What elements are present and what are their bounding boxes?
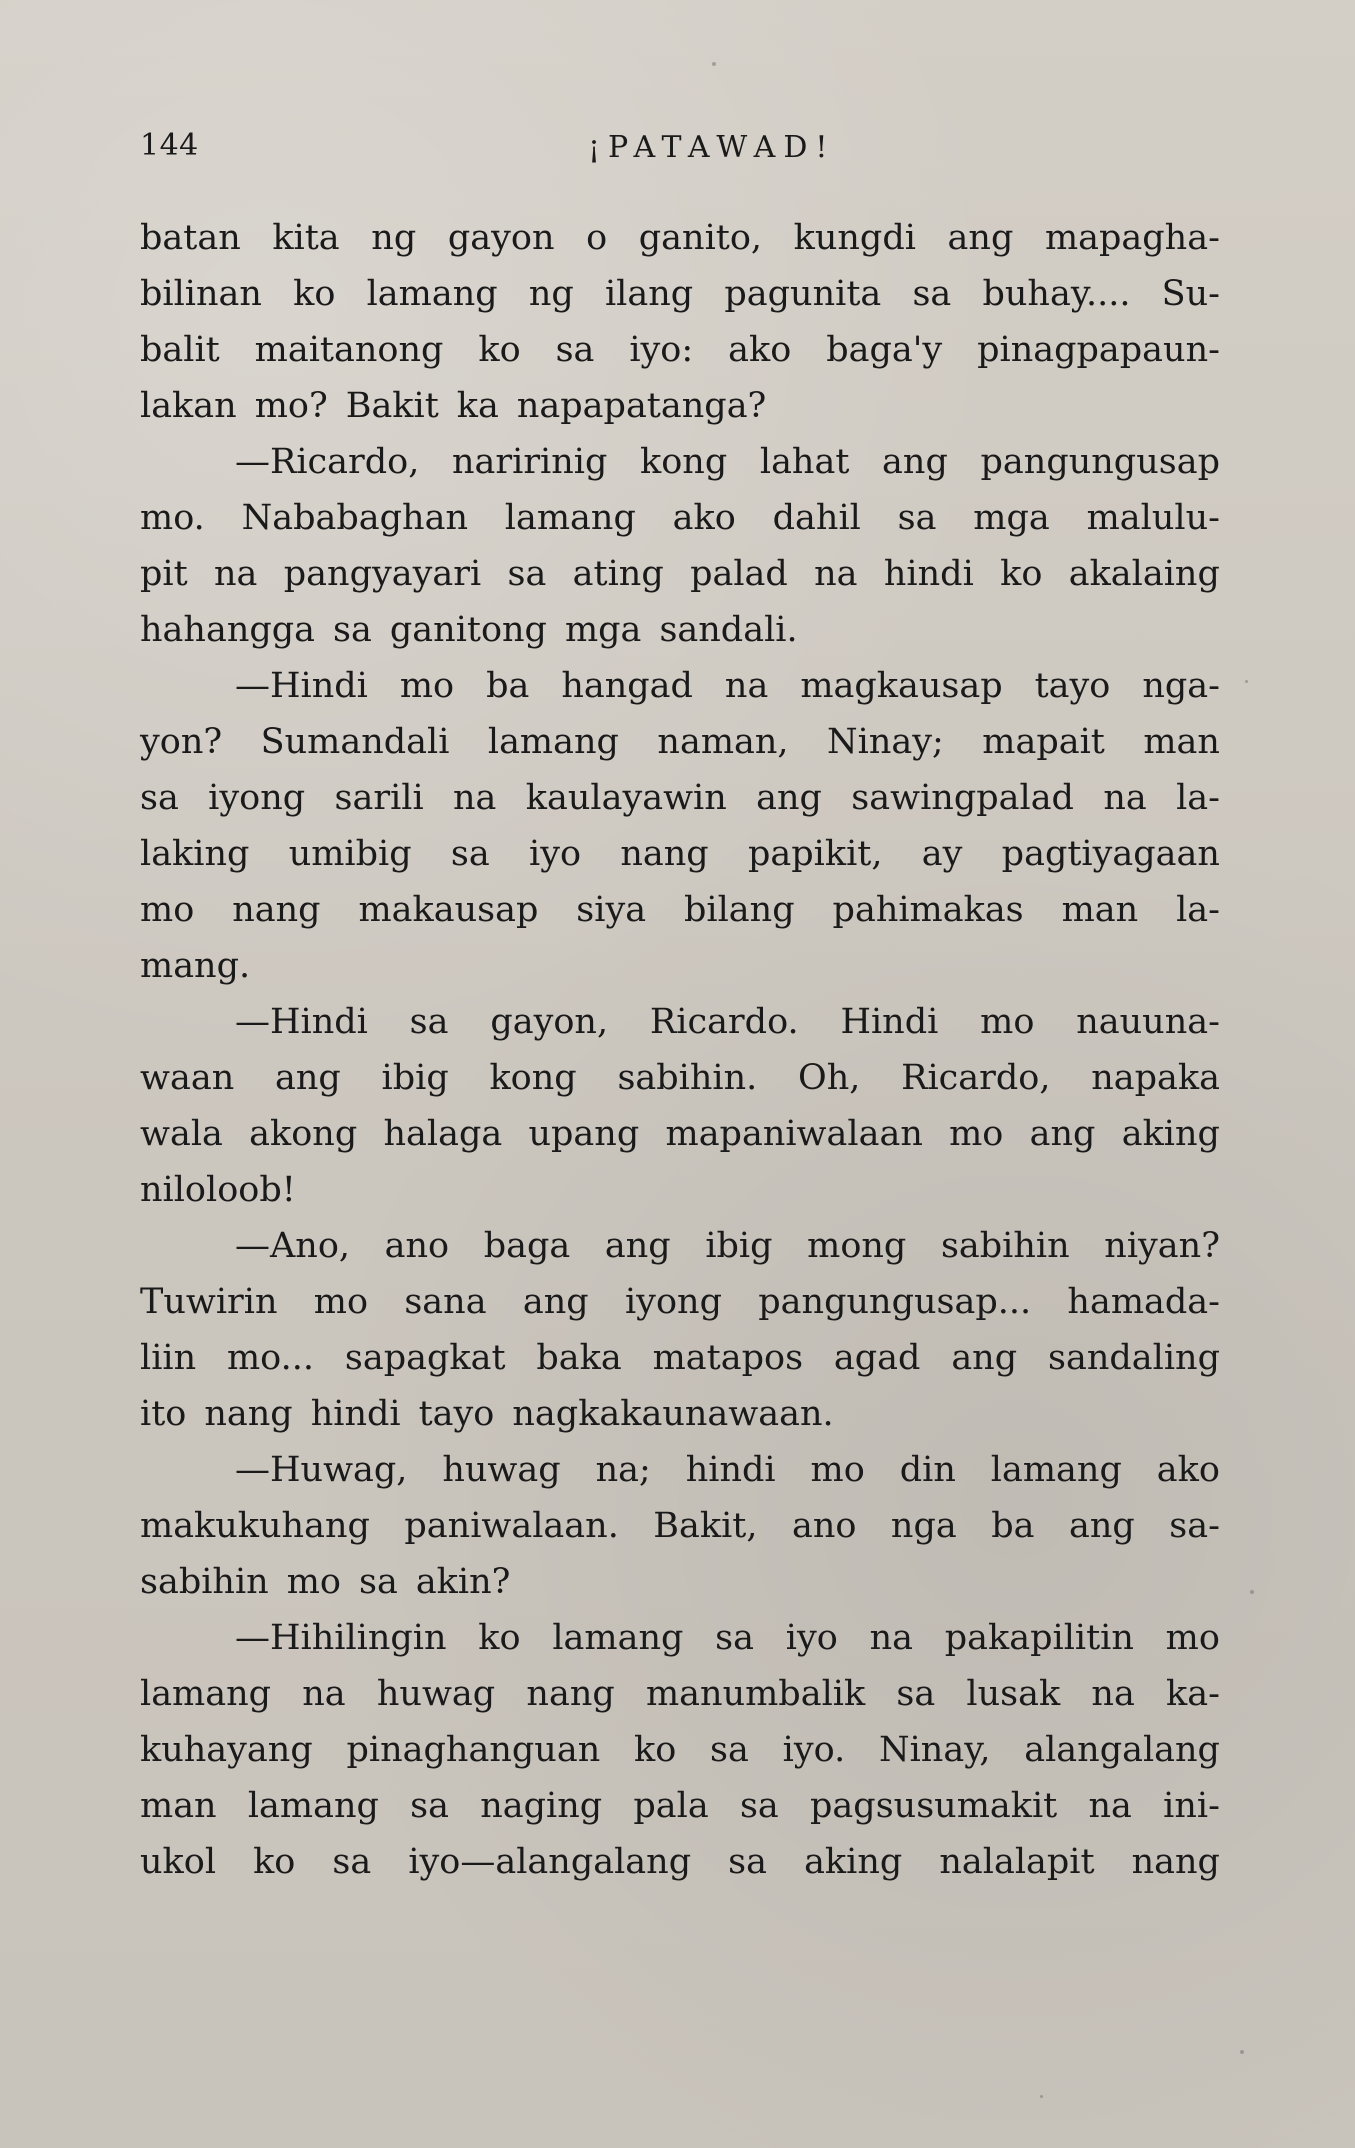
- word: ang: [882, 442, 948, 482]
- word: makausap: [358, 890, 539, 930]
- word: nauuna-: [1076, 1002, 1220, 1042]
- text-line: [140, 1330, 1220, 1386]
- word: din: [899, 1450, 956, 1490]
- word: sa: [332, 1842, 372, 1882]
- word: man: [140, 1786, 217, 1826]
- word: nalalapit: [939, 1842, 1095, 1882]
- word: sandaling: [1048, 1338, 1220, 1378]
- word: sa: [896, 1674, 936, 1714]
- word: ano: [384, 1226, 450, 1266]
- word: pagtiyagaan: [1001, 834, 1220, 874]
- word: mo: [286, 1562, 341, 1602]
- word: ka: [456, 386, 499, 426]
- word: ko: [253, 1842, 296, 1882]
- word: mong: [807, 1226, 907, 1266]
- word: huwag: [442, 1450, 561, 1490]
- word: ka-: [1166, 1674, 1220, 1714]
- word: lamang: [990, 1450, 1122, 1490]
- text-line: [140, 1834, 1220, 1890]
- word: sabihin.: [617, 1058, 758, 1098]
- text-line: [140, 322, 1220, 378]
- word: nang: [204, 1394, 293, 1434]
- word: pakapilitin: [944, 1618, 1134, 1658]
- word: makukuhang: [140, 1506, 370, 1546]
- word: sa: [410, 1786, 449, 1826]
- word: ating: [572, 554, 664, 594]
- text-line: [140, 882, 1220, 938]
- word: nang: [1131, 1842, 1220, 1882]
- word: sawingpalad: [851, 778, 1074, 818]
- paper-speck: [1250, 1590, 1254, 1594]
- word: pinaghanguan: [346, 1730, 601, 1770]
- word: naririnig: [451, 442, 608, 482]
- word: ukol: [140, 1842, 217, 1882]
- word: sa: [728, 1842, 767, 1882]
- word: ko: [293, 274, 336, 314]
- text-line: [140, 1722, 1220, 1778]
- word: pahimakas: [832, 890, 1024, 930]
- paper-speck: [1240, 2050, 1244, 2054]
- word: Ninay;: [827, 722, 944, 762]
- text-line: [140, 266, 1220, 322]
- text-line: [140, 1498, 1220, 1554]
- word: sa: [140, 778, 179, 818]
- text-line: [140, 602, 1220, 658]
- word: ang: [274, 1058, 341, 1098]
- word: hamada-: [1067, 1282, 1220, 1322]
- word: mo: [140, 890, 195, 930]
- word: pagunita: [724, 274, 882, 314]
- word: man: [1061, 890, 1139, 930]
- word: maitanong: [254, 330, 444, 370]
- word: papikit,: [748, 834, 883, 874]
- text-line: [140, 1218, 1220, 1274]
- word: na: [1091, 1674, 1135, 1714]
- word: nang: [620, 834, 709, 874]
- word: pangyayari: [283, 554, 482, 594]
- text-line: [140, 826, 1220, 882]
- word: nang: [232, 890, 321, 930]
- word: lamang: [487, 722, 619, 762]
- word: gayon,: [490, 1002, 609, 1042]
- word: ba: [486, 666, 530, 706]
- word: mapagha-: [1044, 218, 1220, 258]
- word: ini-: [1163, 1786, 1220, 1826]
- word: akong: [249, 1114, 358, 1154]
- word: sabihin: [140, 1562, 269, 1602]
- word: ang: [756, 778, 822, 818]
- word: la-: [1176, 890, 1220, 930]
- word: ay: [921, 834, 963, 874]
- word: pangungusap: [980, 442, 1220, 482]
- word: sapagkat: [344, 1338, 506, 1378]
- word: ito: [140, 1394, 187, 1434]
- word: kita: [272, 218, 340, 258]
- word: umibig: [288, 834, 412, 874]
- word: Ricardo.: [649, 1002, 799, 1042]
- text-line: [140, 1666, 1220, 1722]
- text-line: [140, 770, 1220, 826]
- word: —Hindi: [235, 1002, 368, 1042]
- word: bilinan: [140, 274, 262, 314]
- word: sa: [358, 1562, 398, 1602]
- word: aking: [1121, 1114, 1220, 1154]
- word: ko: [634, 1730, 677, 1770]
- word: kaulayawin: [525, 778, 727, 818]
- word: Su-: [1161, 274, 1220, 314]
- word: —Ano,: [235, 1226, 351, 1266]
- word: pagsusumakit: [810, 1786, 1058, 1826]
- word: ano: [791, 1506, 857, 1546]
- word: lusak: [966, 1674, 1061, 1714]
- word: agad: [833, 1338, 921, 1378]
- text-line: [140, 490, 1220, 546]
- word: niloloob!: [140, 1170, 296, 1210]
- word: bilang: [684, 890, 795, 930]
- word: ganitong: [389, 610, 547, 650]
- word: akin?: [415, 1562, 511, 1602]
- word: hindi: [685, 1450, 776, 1490]
- page-header: [140, 128, 1220, 178]
- word: hahangga: [140, 610, 316, 650]
- word: sa: [912, 274, 952, 314]
- word: sabihin: [940, 1226, 1070, 1266]
- word: manumbalik: [645, 1674, 866, 1714]
- word: naman,: [657, 722, 789, 762]
- word: man: [1143, 722, 1220, 762]
- word: mo: [810, 1450, 865, 1490]
- word: iyo:: [629, 330, 694, 370]
- word: sa: [739, 1786, 779, 1826]
- word: ng: [528, 274, 574, 314]
- word: mo: [1165, 1618, 1220, 1658]
- text-line: [140, 994, 1220, 1050]
- word: mo: [399, 666, 455, 706]
- word: —Ricardo,: [235, 442, 420, 482]
- word: na: [869, 1618, 913, 1658]
- word: mapait: [982, 722, 1105, 762]
- word: lahat: [759, 442, 850, 482]
- body-text: [140, 210, 1220, 1890]
- word: sa: [507, 554, 547, 594]
- word: akalaing: [1068, 554, 1220, 594]
- word: ilang: [604, 274, 694, 314]
- word: o: [586, 218, 608, 258]
- text-line: [140, 1554, 1220, 1610]
- paper-speck: [1245, 680, 1248, 683]
- word: matapos: [652, 1338, 804, 1378]
- word: mga: [973, 498, 1050, 538]
- word: mo: [313, 1282, 369, 1322]
- word: batan: [140, 218, 241, 258]
- word: na: [724, 666, 769, 706]
- word: na: [453, 778, 497, 818]
- word: malulu-: [1086, 498, 1220, 538]
- word: lamang: [366, 274, 498, 314]
- text-line: [140, 378, 1220, 434]
- word: ba: [991, 1506, 1035, 1546]
- word: ang: [604, 1226, 671, 1266]
- word: iyo: [529, 834, 582, 874]
- word: Sumandali: [260, 722, 450, 762]
- paper-speck: [712, 62, 716, 66]
- word: baka: [536, 1338, 622, 1378]
- word: huwag: [376, 1674, 496, 1714]
- word: ang: [951, 1338, 1018, 1378]
- text-line: [140, 714, 1220, 770]
- word: sarili: [334, 778, 424, 818]
- word: napapatanga?: [516, 386, 767, 426]
- text-line: [140, 434, 1220, 490]
- word: tayo: [1034, 666, 1111, 706]
- word: mo: [949, 1114, 1004, 1154]
- word: na: [1103, 778, 1147, 818]
- word: nagkakaunawaan.: [512, 1394, 834, 1434]
- word: lamang: [504, 498, 636, 538]
- text-line: [140, 1274, 1220, 1330]
- word: na: [214, 554, 258, 594]
- word: niyan?: [1104, 1226, 1220, 1266]
- word: pangungusap...: [758, 1282, 1032, 1322]
- word: Bakit,: [653, 1506, 758, 1546]
- word: ako: [672, 498, 736, 538]
- word: halaga: [383, 1114, 503, 1154]
- word: baga'y: [826, 330, 943, 370]
- word: napaka: [1091, 1058, 1220, 1098]
- word: hindi: [310, 1394, 401, 1434]
- word: pinagpapaun-: [977, 330, 1220, 370]
- word: mapaniwalaan: [665, 1114, 923, 1154]
- word: na: [1088, 1786, 1132, 1826]
- word: lamang: [140, 1674, 272, 1714]
- word: pit: [140, 554, 188, 594]
- word: lamang: [552, 1618, 684, 1658]
- word: sa-: [1169, 1506, 1220, 1546]
- word: yon?: [140, 722, 223, 762]
- word: nga-: [1142, 666, 1220, 706]
- word: mang.: [140, 946, 251, 986]
- word: sa: [715, 1618, 754, 1658]
- text-line: [140, 1610, 1220, 1666]
- word: Hindi: [840, 1002, 939, 1042]
- word: —Huwag,: [235, 1450, 408, 1490]
- word: pala: [633, 1786, 709, 1826]
- word: hindi: [883, 554, 974, 594]
- text-line: [140, 1162, 1220, 1218]
- word: iyong: [208, 778, 306, 818]
- word: lamang: [247, 1786, 379, 1826]
- word: sa: [450, 834, 490, 874]
- word: ko: [1000, 554, 1043, 594]
- word: ko: [478, 1618, 521, 1658]
- word: kong: [489, 1058, 577, 1098]
- word: upang: [528, 1114, 640, 1154]
- word: mo...: [226, 1338, 315, 1378]
- word: sa: [409, 1002, 449, 1042]
- text-line: [140, 1106, 1220, 1162]
- word: Ninay,: [878, 1730, 991, 1770]
- word: aking: [804, 1842, 903, 1882]
- word: sa: [333, 610, 372, 650]
- paper-speck: [1040, 2095, 1043, 2098]
- word: mo?: [254, 386, 328, 426]
- word: naging: [480, 1786, 603, 1826]
- word: na: [302, 1674, 346, 1714]
- word: kungdi: [793, 218, 916, 258]
- word: laking: [140, 834, 250, 874]
- word: iyo: [785, 1618, 838, 1658]
- word: sa: [710, 1730, 749, 1770]
- word: ganito,: [638, 218, 763, 258]
- word: la-: [1176, 778, 1220, 818]
- word: mga: [564, 610, 642, 650]
- word: na;: [595, 1450, 651, 1490]
- word: —Hindi: [235, 666, 368, 706]
- word: paniwalaan.: [404, 1506, 619, 1546]
- word: ang: [947, 218, 1014, 258]
- text-line: [140, 1050, 1220, 1106]
- word: ko: [478, 330, 521, 370]
- word: dahil: [772, 498, 861, 538]
- word: Bakit: [345, 386, 439, 426]
- text-line: [140, 1386, 1220, 1442]
- word: sandali.: [659, 610, 798, 650]
- word: gayon: [447, 218, 555, 258]
- word: lakan: [140, 386, 237, 426]
- word: waan: [140, 1058, 235, 1098]
- running-title: ¡PATAWAD!: [588, 130, 836, 165]
- text-line: [140, 658, 1220, 714]
- word: nang: [526, 1674, 615, 1714]
- word: mo: [980, 1002, 1035, 1042]
- text-line: [140, 1778, 1220, 1834]
- word: iyo.: [782, 1730, 846, 1770]
- word: iyong: [624, 1282, 722, 1322]
- word: Tuwirin: [140, 1282, 278, 1322]
- word: liin: [140, 1338, 197, 1378]
- text-line: [140, 210, 1220, 266]
- word: ang: [1068, 1506, 1135, 1546]
- text-line: [140, 546, 1220, 602]
- word: ang: [522, 1282, 589, 1322]
- word: Nababaghan: [241, 498, 468, 538]
- word: alangalang: [1024, 1730, 1220, 1770]
- word: ako: [728, 330, 792, 370]
- word: sana: [404, 1282, 487, 1322]
- word: palad: [690, 554, 788, 594]
- word: —Hihilingin: [235, 1618, 447, 1658]
- word: nga: [890, 1506, 957, 1546]
- word: siya: [576, 890, 647, 930]
- word: na: [814, 554, 858, 594]
- page-number: 144: [140, 128, 199, 163]
- text-line: [140, 938, 1220, 994]
- word: baga: [483, 1226, 571, 1266]
- word: ibig: [381, 1058, 449, 1098]
- word: ako: [1156, 1450, 1220, 1490]
- word: ang: [1029, 1114, 1096, 1154]
- word: Ricardo,: [901, 1058, 1051, 1098]
- word: mo.: [140, 498, 205, 538]
- word: hangad: [561, 666, 693, 706]
- word: wala: [140, 1114, 223, 1154]
- word: magkausap: [800, 666, 1003, 706]
- word: tayo: [418, 1394, 495, 1434]
- word: iyo—alangalang: [408, 1842, 692, 1882]
- word: Oh,: [798, 1058, 861, 1098]
- word: balit: [140, 330, 220, 370]
- word: kuhayang: [140, 1730, 313, 1770]
- text-line: [140, 1442, 1220, 1498]
- word: kong: [640, 442, 728, 482]
- word: ibig: [705, 1226, 773, 1266]
- word: sa: [897, 498, 937, 538]
- word: buhay....: [982, 274, 1131, 314]
- word: ng: [371, 218, 417, 258]
- word: sa: [555, 330, 595, 370]
